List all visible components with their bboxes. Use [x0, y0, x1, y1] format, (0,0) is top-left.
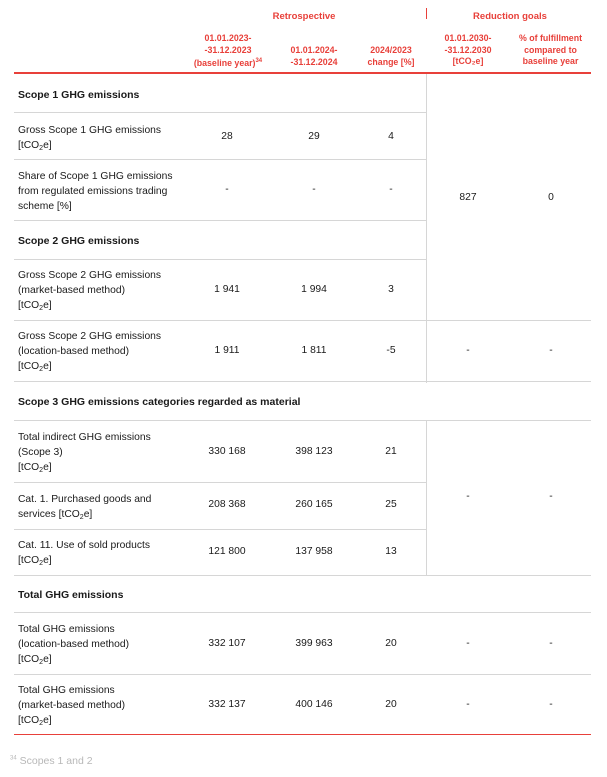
cell-baseline: 1 941 — [214, 284, 240, 295]
cell-2024: 400 146 — [295, 699, 333, 710]
cell-goal: - — [466, 638, 470, 649]
cell-goal-scope12: 827 — [459, 192, 477, 203]
cell-baseline: 28 — [221, 131, 233, 142]
row-label: Total GHG emissions (market-based method) [tCO$_2$e] — [18, 685, 126, 727]
cell-2024: 137 958 — [295, 546, 333, 557]
cell-goal-scope3: - — [466, 491, 470, 502]
column-header-2030-goal: 01.01.2030- -31.12.2030 [tCO₂e] — [444, 33, 492, 66]
cell-fulfillment-scope3: - — [549, 491, 553, 502]
cell-baseline: 330 168 — [208, 446, 246, 457]
row-label: Share of Scope 1 GHG emissions from regulated emissions trading scheme [%] — [18, 171, 173, 212]
cell-2024: - — [312, 184, 316, 195]
row-divider — [14, 575, 591, 576]
row-label: Cat. 11. Use of sold products [tCO$_2$e] — [18, 540, 151, 567]
goal-column-divider — [426, 420, 427, 576]
row-label: Gross Scope 2 GHG emissions (market-based method) [tCO$_2$e] — [18, 270, 162, 312]
group-header-retrospective: Retrospective — [272, 11, 336, 22]
cell-baseline: - — [225, 184, 229, 195]
row-divider — [14, 381, 591, 382]
goal-column-divider — [426, 74, 427, 383]
row-label: Gross Scope 1 GHG emissions [tCO$_2$e] — [18, 125, 162, 152]
header-divider — [14, 72, 591, 74]
cell-change: - — [389, 184, 393, 195]
row-divider — [14, 259, 426, 260]
row-label: Total indirect GHG emissions (Scope 3) [tCO$_2$e] — [18, 432, 151, 474]
cell-change: 20 — [385, 699, 397, 710]
row-label: Gross Scope 2 GHG emissions (location-based method) [tCO$_2$e] — [18, 331, 162, 373]
column-header-baseline: 01.01.2023- -31.12.2023 (baseline year)$^{34}$ — [193, 33, 263, 68]
cell-goal: - — [466, 345, 470, 356]
section-title-total: Total GHG emissions — [18, 589, 124, 601]
cell-2024: 1 994 — [301, 284, 327, 295]
row-divider — [14, 420, 591, 421]
cell-fulfillment: - — [549, 699, 553, 710]
row-divider — [14, 159, 426, 160]
cell-change: 13 — [385, 546, 397, 557]
cell-change: 21 — [385, 446, 397, 457]
cell-2024: 260 165 — [295, 499, 333, 510]
cell-goal: - — [466, 699, 470, 710]
row-divider — [14, 220, 426, 221]
section-title-scope1: Scope 1 GHG emissions — [18, 89, 140, 101]
cell-change: 4 — [388, 131, 394, 142]
cell-change: -5 — [386, 345, 396, 356]
row-divider — [14, 674, 591, 675]
cell-2024: 29 — [308, 131, 320, 142]
row-divider — [14, 112, 426, 113]
group-separator — [426, 8, 427, 19]
cell-2024: 399 963 — [295, 638, 333, 649]
cell-baseline: 121 800 — [208, 546, 246, 557]
group-header-reduction-goals: Reduction goals — [473, 11, 547, 22]
row-divider — [14, 529, 426, 530]
column-header-fulfillment: % of fulfillment compared to baseline year — [518, 33, 583, 66]
cell-baseline: 208 368 — [208, 499, 246, 510]
row-label: Total GHG emissions (location-based method) [tCO$_2$e] — [18, 624, 130, 666]
column-header-change: 2024/2023 change [%] — [367, 45, 415, 67]
cell-change: 25 — [385, 499, 397, 510]
cell-baseline: 332 107 — [208, 638, 246, 649]
row-divider — [14, 320, 591, 321]
row-label: Cat. 1. Purchased goods and services [tCO$_2$e] — [18, 494, 152, 521]
table-bottom-rule — [14, 734, 591, 735]
cell-fulfillment-scope12: 0 — [548, 192, 554, 203]
footnote: $^{34}$ Scopes 1 and 2 — [10, 755, 93, 767]
cell-change: 3 — [388, 284, 394, 295]
column-header-2024: 01.01.2024- -31.12.2024 — [290, 45, 338, 67]
cell-2024: 398 123 — [295, 446, 333, 457]
cell-fulfillment: - — [549, 638, 553, 649]
cell-change: 20 — [385, 638, 397, 649]
row-divider — [14, 612, 591, 613]
cell-2024: 1 811 — [301, 345, 327, 356]
row-divider — [14, 482, 426, 483]
cell-fulfillment: - — [549, 345, 553, 356]
cell-baseline: 332 137 — [208, 699, 246, 710]
cell-baseline: 1 911 — [214, 345, 240, 356]
section-title-scope3: Scope 3 GHG emissions categories regarded as material — [18, 396, 301, 408]
section-title-scope2: Scope 2 GHG emissions — [18, 235, 140, 247]
